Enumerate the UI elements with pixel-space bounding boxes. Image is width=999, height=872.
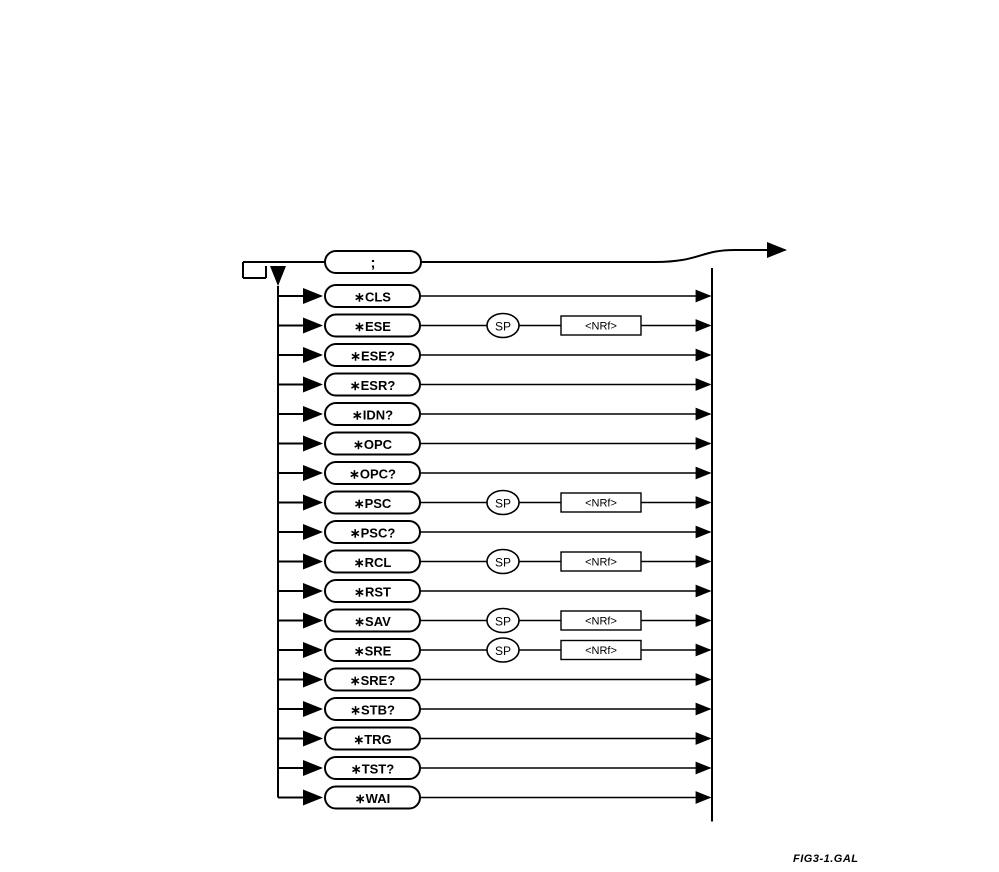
param-label-star-ese: <NRf> bbox=[585, 320, 617, 333]
node-label-star-opc: ∗OPC bbox=[352, 437, 393, 452]
node-label-star-wai: ∗WAI bbox=[354, 791, 391, 806]
sp-label-star-sre: SP bbox=[494, 644, 512, 658]
sp-label-star-rcl: SP bbox=[494, 555, 512, 570]
node-label-star-ese-query: ∗ESE? bbox=[350, 348, 395, 364]
node-label-star-sre-query: ∗SRE? bbox=[349, 673, 396, 688]
sp-label-star-sav: SP bbox=[494, 614, 512, 629]
node-label-semicolon: ; bbox=[370, 254, 376, 272]
node-label-star-idn-query: ∗IDN? bbox=[351, 407, 394, 423]
node-label-star-rst: ∗RST bbox=[354, 584, 391, 600]
figure-caption: FIG3-1.GAL bbox=[793, 853, 859, 865]
node-label-star-tst-query: ∗TST? bbox=[350, 761, 395, 777]
node-label-star-cls: ∗CLS bbox=[354, 289, 391, 305]
node-label-star-opc-query: ∗OPC? bbox=[348, 466, 397, 482]
node-label-star-psc-query: ∗PSC? bbox=[349, 525, 396, 541]
node-label-star-psc: ∗PSC bbox=[353, 496, 392, 511]
node-label-star-esr-query: ∗ESR? bbox=[349, 378, 396, 393]
node-label-star-rcl: ∗RCL bbox=[353, 555, 392, 570]
node-label-star-trg: ∗TRG bbox=[353, 732, 392, 747]
param-label-star-psc: <NRf> bbox=[585, 497, 617, 510]
node-label-star-sav: ∗SAV bbox=[354, 614, 391, 629]
node-label-star-sre: ∗SRE bbox=[353, 643, 392, 659]
node-label-star-ese: ∗ESE bbox=[354, 319, 391, 334]
diagram-nodes bbox=[325, 251, 641, 809]
param-label-star-rcl: <NRf> bbox=[585, 556, 617, 569]
node-label-star-stb-query: ∗STB? bbox=[350, 702, 395, 718]
param-label-star-sav: <NRf> bbox=[585, 615, 617, 628]
sp-label-star-ese: SP bbox=[494, 319, 512, 334]
param-label-star-sre: <NRf> bbox=[585, 645, 617, 657]
sp-label-star-psc: SP bbox=[494, 496, 512, 511]
